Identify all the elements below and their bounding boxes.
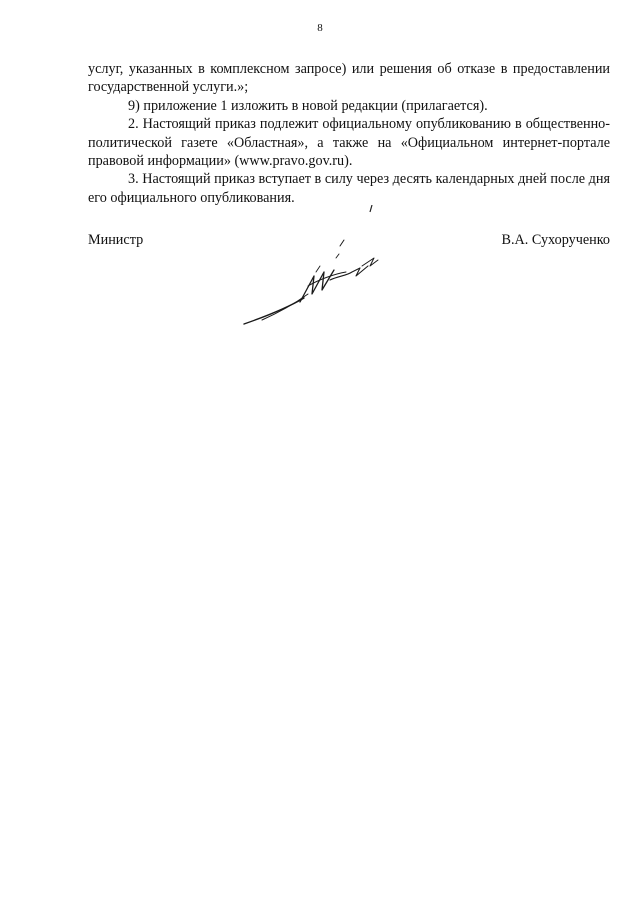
- signatory-title: Министр: [88, 232, 144, 248]
- paragraph-item-9: 9) приложение 1 изложить в новой редакции (прилагается).: [128, 97, 488, 114]
- signatory-name: В.А. Сухорученко: [501, 232, 610, 248]
- paragraph-effective-date: 3. Настоящий приказ вступает в силу через десять календарных дней после дня его официального опубликования.: [88, 171, 610, 206]
- page-number: 8: [317, 22, 323, 34]
- handwritten-signature: [242, 236, 382, 328]
- stray-pen-mark: [369, 205, 373, 213]
- paragraph-publication: 2. Настоящий приказ подлежит официальному опубликованию в общественно-политической газете «Областная», а также на «Официальном интернет-портале правовой информации» (www.pravo.gov.ru).: [88, 116, 610, 170]
- paragraph-continuation: услуг, указанных в комплексном запросе) или решения об отказе в предоставлении государственной услуги.»;: [88, 61, 610, 96]
- document-body: [88, 60, 610, 207]
